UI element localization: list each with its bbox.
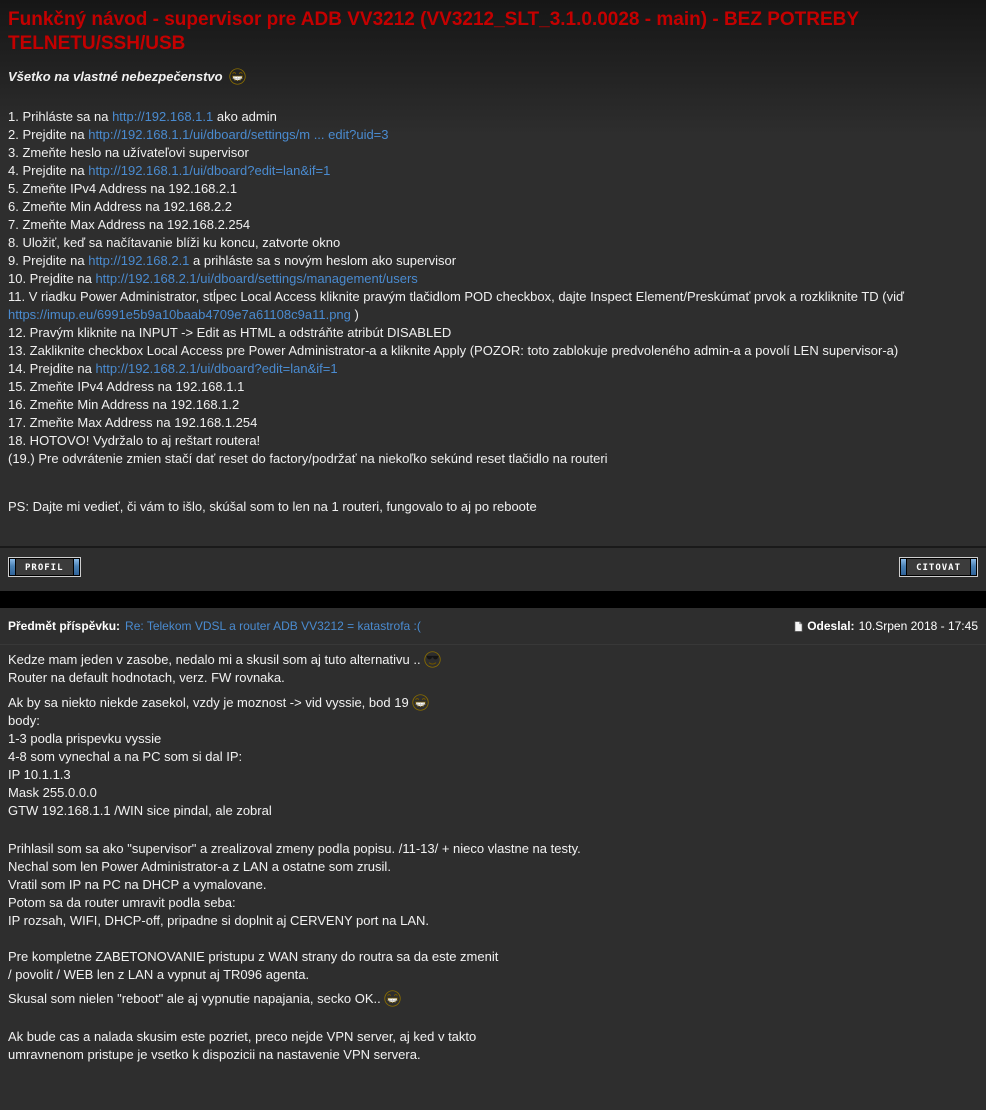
post-text: body:	[8, 713, 40, 728]
step-text: 2. Prejdite na	[8, 127, 89, 142]
post-line	[8, 802, 978, 820]
page-icon	[794, 621, 803, 632]
quote-button[interactable]	[899, 557, 978, 577]
ps-note: PS: Dajte mi vedieť, či vám to išlo, skúšal som to len na 1 routeri, fungovalo to aj po reboote	[8, 499, 537, 514]
subject-block	[8, 619, 421, 633]
post-line	[8, 730, 978, 748]
post-text: Vratil som IP na PC na DHCP a vymalovane.	[8, 877, 267, 892]
post-line	[8, 894, 978, 912]
grin-emoji-icon	[384, 990, 401, 1007]
post-text: 4-8 som vynechal a na PC som si dal IP:	[8, 749, 243, 764]
step-line	[8, 144, 978, 162]
paragraph	[8, 1028, 978, 1064]
posted-label: Odeslal:	[807, 619, 855, 633]
post-line	[8, 912, 978, 930]
post-text: IP rozsah, WIFI, DHCP-off, pripadne si doplnit aj CERVENY port na LAN.	[8, 913, 430, 928]
button-cap	[901, 559, 906, 575]
post-text: 1-3 podla prispevku vyssie	[8, 731, 162, 746]
post-text: Ak by sa niekto niekde zasekol, vzdy je moznost -> vid vyssie, bod 19	[8, 695, 413, 710]
post-line	[8, 669, 978, 687]
post-separator-bar	[0, 591, 986, 608]
post-line	[8, 748, 978, 766]
grin-emoji-icon	[229, 68, 246, 85]
instruction-steps	[8, 108, 978, 468]
step-line	[8, 162, 978, 180]
post-text: IP 10.1.1.3	[8, 767, 71, 782]
post-line	[8, 840, 978, 858]
paragraph	[8, 651, 978, 687]
post-text: Pre kompletne ZABETONOVANIE pristupu z WAN strany do routra sa da este zmenit	[8, 949, 499, 964]
post-1	[0, 0, 986, 516]
step-line	[8, 378, 978, 396]
post-text: Potom sa da router umravit podla seba:	[8, 895, 236, 910]
profile-button[interactable]	[8, 557, 81, 577]
post-line	[8, 876, 978, 894]
paragraph	[8, 840, 978, 930]
step-line	[8, 450, 978, 468]
profile-button-label: PROFIL	[16, 559, 73, 575]
posted-block	[794, 619, 978, 633]
post-line	[8, 766, 978, 784]
step-line	[8, 342, 978, 360]
step-line	[8, 234, 978, 252]
subject-link[interactable]: Re: Telekom VDSL a router ADB VV3212 = katastrofa :(	[125, 619, 421, 633]
button-cap	[10, 559, 15, 575]
post-line	[8, 948, 978, 966]
step-link[interactable]: http://192.168.1.1/ui/dboard/settings/m ... edit?uid=3	[88, 127, 389, 142]
subject-label: Předmět příspěvku:	[8, 619, 121, 633]
post-line	[8, 1028, 978, 1046]
step-text: 4. Prejdite na	[8, 163, 89, 178]
step-text: 5. Zmeňte IPv4 Address na 192.168.2.1	[8, 181, 238, 196]
step-text: a prihláste sa s novým heslom ako supervisor	[189, 253, 457, 268]
post-line	[8, 784, 978, 802]
post-text: Router na default hodnotach, verz. FW rovnaka.	[8, 670, 285, 685]
post-text: Ak bude cas a nalada skusim este pozriet, preco nejde VPN server, aj ked v takto	[8, 1029, 477, 1044]
paragraph	[8, 990, 978, 1008]
step-line	[8, 324, 978, 342]
post-text: Prihlasil som sa ako "supervisor" a zrealizoval zmeny podla popisu. /11-13/ + nieco vlastne na testy.	[8, 841, 581, 856]
step-text: 9. Prejdite na	[8, 253, 89, 268]
post-text: Skusal som nielen "reboot" ale aj vypnutie napajania, secko OK..	[8, 991, 385, 1006]
post-2-body	[0, 645, 986, 1064]
paragraph	[8, 948, 978, 984]
step-text: 15. Zmeňte IPv4 Address na 192.168.1.1	[8, 379, 245, 394]
step-text: 7. Zmeňte Max Address na 192.168.2.254	[8, 217, 251, 232]
step-line	[8, 396, 978, 414]
step-text: 13. Zakliknite checkbox Local Access pre Power Administrator-a a kliknite Apply (POZOR: toto zablokuje predvoleného admin-a a povolí LEN supervisor-a)	[8, 343, 899, 358]
post-line	[8, 966, 978, 984]
post-2-header	[0, 608, 986, 645]
step-text: 3. Zmeňte heslo na užívateľovi supervisor	[8, 145, 249, 160]
step-line	[8, 360, 978, 378]
post-footer-bar	[0, 546, 986, 588]
step-link[interactable]: https://imup.eu/6991e5b9a10baab4709e7a61108c9a11.png	[8, 307, 351, 322]
paragraph	[8, 694, 978, 820]
step-line	[8, 126, 978, 144]
step-line	[8, 180, 978, 198]
post-text: / povolit / WEB len z LAN a vypnut aj TR096 agenta.	[8, 967, 310, 982]
step-text: ako admin	[213, 109, 277, 124]
step-line	[8, 252, 978, 270]
step-line	[8, 432, 978, 450]
step-text: 8. Uložiť, keď sa načítavanie blíži ku koncu, zatvorte okno	[8, 235, 341, 250]
quote-button-label: CITOVAT	[907, 559, 970, 575]
step-text: 16. Zmeňte Min Address na 192.168.1.2	[8, 397, 240, 412]
post-line	[8, 651, 978, 669]
step-line	[8, 108, 978, 126]
button-cap	[74, 559, 79, 575]
disclaimer-text: Všetko na vlastné nebezpečenstvo	[8, 68, 223, 84]
page-title: Funkčný návod - supervisor pre ADB VV3212 (VV3212_SLT_3.1.0.0028 - main) - BEZ POTREBY TELNETU/SSH/USB	[8, 9, 859, 54]
step-line	[8, 216, 978, 234]
step-text: 12. Pravým kliknite na INPUT -> Edit as HTML a odstráňte atribút DISABLED	[8, 325, 452, 340]
step-text: 14. Prejdite na	[8, 361, 96, 376]
step-text: 1. Prihláste sa na	[8, 109, 113, 124]
step-link[interactable]: http://192.168.2.1/ui/dboard?edit=lan&if=1	[95, 361, 338, 376]
step-line	[8, 270, 978, 288]
step-text: 10. Prejdite na	[8, 271, 96, 286]
step-line	[8, 288, 978, 324]
step-link[interactable]: http://192.168.2.1/ui/dboard/settings/management/users	[95, 271, 418, 286]
post-text: Kedze mam jeden v zasobe, nedalo mi a skusil som aj tuto alternativu ..	[8, 652, 425, 667]
step-text: )	[350, 307, 359, 322]
post-text: Mask 255.0.0.0	[8, 785, 97, 800]
post-line	[8, 1046, 978, 1064]
cool-emoji-icon	[424, 651, 441, 668]
step-line	[8, 198, 978, 216]
post-line	[8, 712, 978, 730]
step-text: 17. Zmeňte Max Address na 192.168.1.254	[8, 415, 258, 430]
post-text: Nechal som len Power Administrator-a z LAN a ostatne som zrusil.	[8, 859, 391, 874]
post-text: umravnenom pristupe je vsetko k dispozicii na nastavenie VPN servera.	[8, 1047, 421, 1062]
post-line	[8, 694, 978, 712]
grin-emoji-icon	[412, 694, 429, 711]
step-text: 11. V riadku Power Administrator, stĺpec Local Access kliknite pravým tlačidlom POD checkbox, dajte Inspect Element/Preskúmať prvok a rozkliknite TD (viď	[8, 289, 905, 304]
step-line	[8, 414, 978, 432]
disclaimer-line	[8, 66, 978, 86]
step-link[interactable]: http://192.168.2.1	[88, 253, 190, 268]
step-text: 18. HOTOVO! Vydržalo to aj reštart routera!	[8, 433, 261, 448]
step-link[interactable]: http://192.168.1.1/ui/dboard?edit=lan&if=1	[88, 163, 331, 178]
step-text: (19.) Pre odvrátenie zmien stačí dať reset do factory/podržať na niekoľko sekúnd reset tlačidlo na routeri	[8, 451, 608, 466]
step-link[interactable]: http://192.168.1.1	[112, 109, 214, 124]
button-cap	[971, 559, 976, 575]
step-text: 6. Zmeňte Min Address na 192.168.2.2	[8, 199, 233, 214]
post-line	[8, 990, 978, 1008]
post-text: GTW 192.168.1.1 /WIN sice pindal, ale zobral	[8, 803, 272, 818]
posted-date: 10.Srpen 2018 - 17:45	[858, 619, 978, 633]
post-line	[8, 858, 978, 876]
